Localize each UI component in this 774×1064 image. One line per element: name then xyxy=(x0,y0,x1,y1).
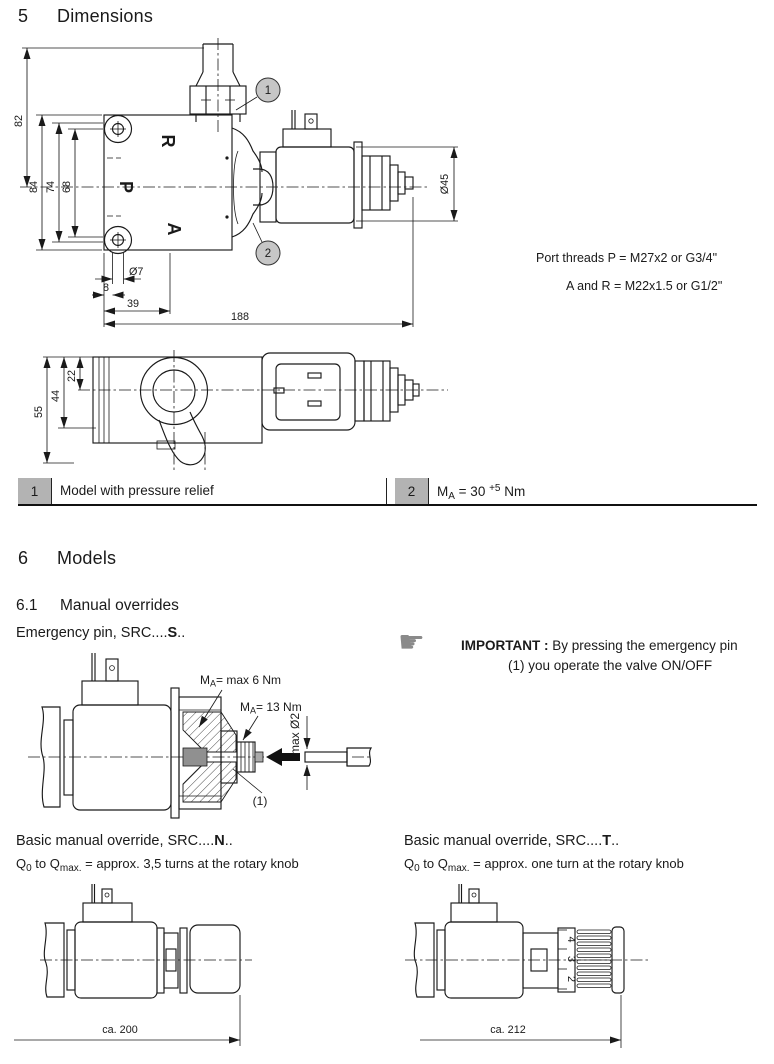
port-label-p: P xyxy=(116,180,136,194)
legend-text-1: Model with pressure relief xyxy=(60,483,214,498)
port-label-a: A xyxy=(164,222,184,236)
override-t-length-dim: ca. 212 xyxy=(490,1024,526,1036)
override-n-length-dim: ca. 200 xyxy=(102,1024,138,1036)
svg-text:Ø45: Ø45 xyxy=(439,173,451,195)
svg-text:84: 84 xyxy=(28,180,40,194)
override-n-title: Basic manual override, SRC....N.. xyxy=(16,833,233,849)
port-label-r: R xyxy=(158,134,178,148)
override-t-view xyxy=(405,884,648,1048)
legend-number-1: 1 xyxy=(18,478,51,505)
callout-2-label: 2 xyxy=(264,248,272,260)
important-note-line2: (1) you operate the valve ON/OFF xyxy=(508,658,713,673)
svg-text:39: 39 xyxy=(126,298,140,310)
pin-diameter-label: max Ø2 xyxy=(288,712,302,756)
override-t-subtitle: $Q_0$ to $Q_{max.}$ = approx. one turn at the rotary knob xyxy=(404,856,684,874)
important-note-line1: IMPORTANT : By pressing the emergency pin xyxy=(461,638,738,653)
pointing-hand-icon: ☛ xyxy=(398,626,425,659)
section-6-1-number: 6.1 xyxy=(16,597,38,614)
svg-text:22: 22 xyxy=(66,369,78,383)
knob-scale-band xyxy=(558,928,577,992)
knob-scale-4: 4 xyxy=(565,936,577,943)
ref-1-label: (1) xyxy=(252,794,268,808)
knob-scale-3: 3 xyxy=(565,955,577,963)
svg-text:8: 8 xyxy=(102,282,110,294)
section-5-number: 5 xyxy=(18,6,29,26)
torque-label-top: $M_A= \max 6$ Nm xyxy=(200,673,282,689)
svg-text:44: 44 xyxy=(50,389,62,403)
svg-text:Ø7: Ø7 xyxy=(129,266,144,278)
svg-text:74: 74 xyxy=(45,180,57,194)
svg-text:55: 55 xyxy=(33,405,45,419)
section-6-number: 6 xyxy=(18,548,29,568)
svg-text:82: 82 xyxy=(13,114,25,128)
override-t-title: Basic manual override, SRC....T.. xyxy=(404,833,620,849)
section-6-1-title: Manual overrides xyxy=(60,597,179,614)
knob-scale-2: 2 xyxy=(565,975,577,983)
legend-text-2: $M_A = 30$ $^{+5}$ Nm xyxy=(437,483,526,502)
override-n-subtitle: $Q_0$ to $Q_{max.}$ = approx. 3,5 turns at the rotary knob xyxy=(16,856,299,874)
callout-1-label: 1 xyxy=(264,85,272,97)
emergency-pin-title: Emergency pin, SRC....S.. xyxy=(16,625,186,641)
legend-number-2: 2 xyxy=(395,478,428,505)
section-5-title: Dimensions xyxy=(57,6,154,26)
section-6-title: Models xyxy=(57,548,117,568)
svg-text:188: 188 xyxy=(230,311,250,323)
torque-label-mid: $M_A= 13$ Nm xyxy=(240,700,302,716)
port-threads-line2: A and R = M22x1.5 or G1/2" xyxy=(566,279,723,293)
port-threads-line1: Port threads P = M27x2 or G3/4" xyxy=(536,251,718,265)
svg-text:68: 68 xyxy=(61,180,73,194)
